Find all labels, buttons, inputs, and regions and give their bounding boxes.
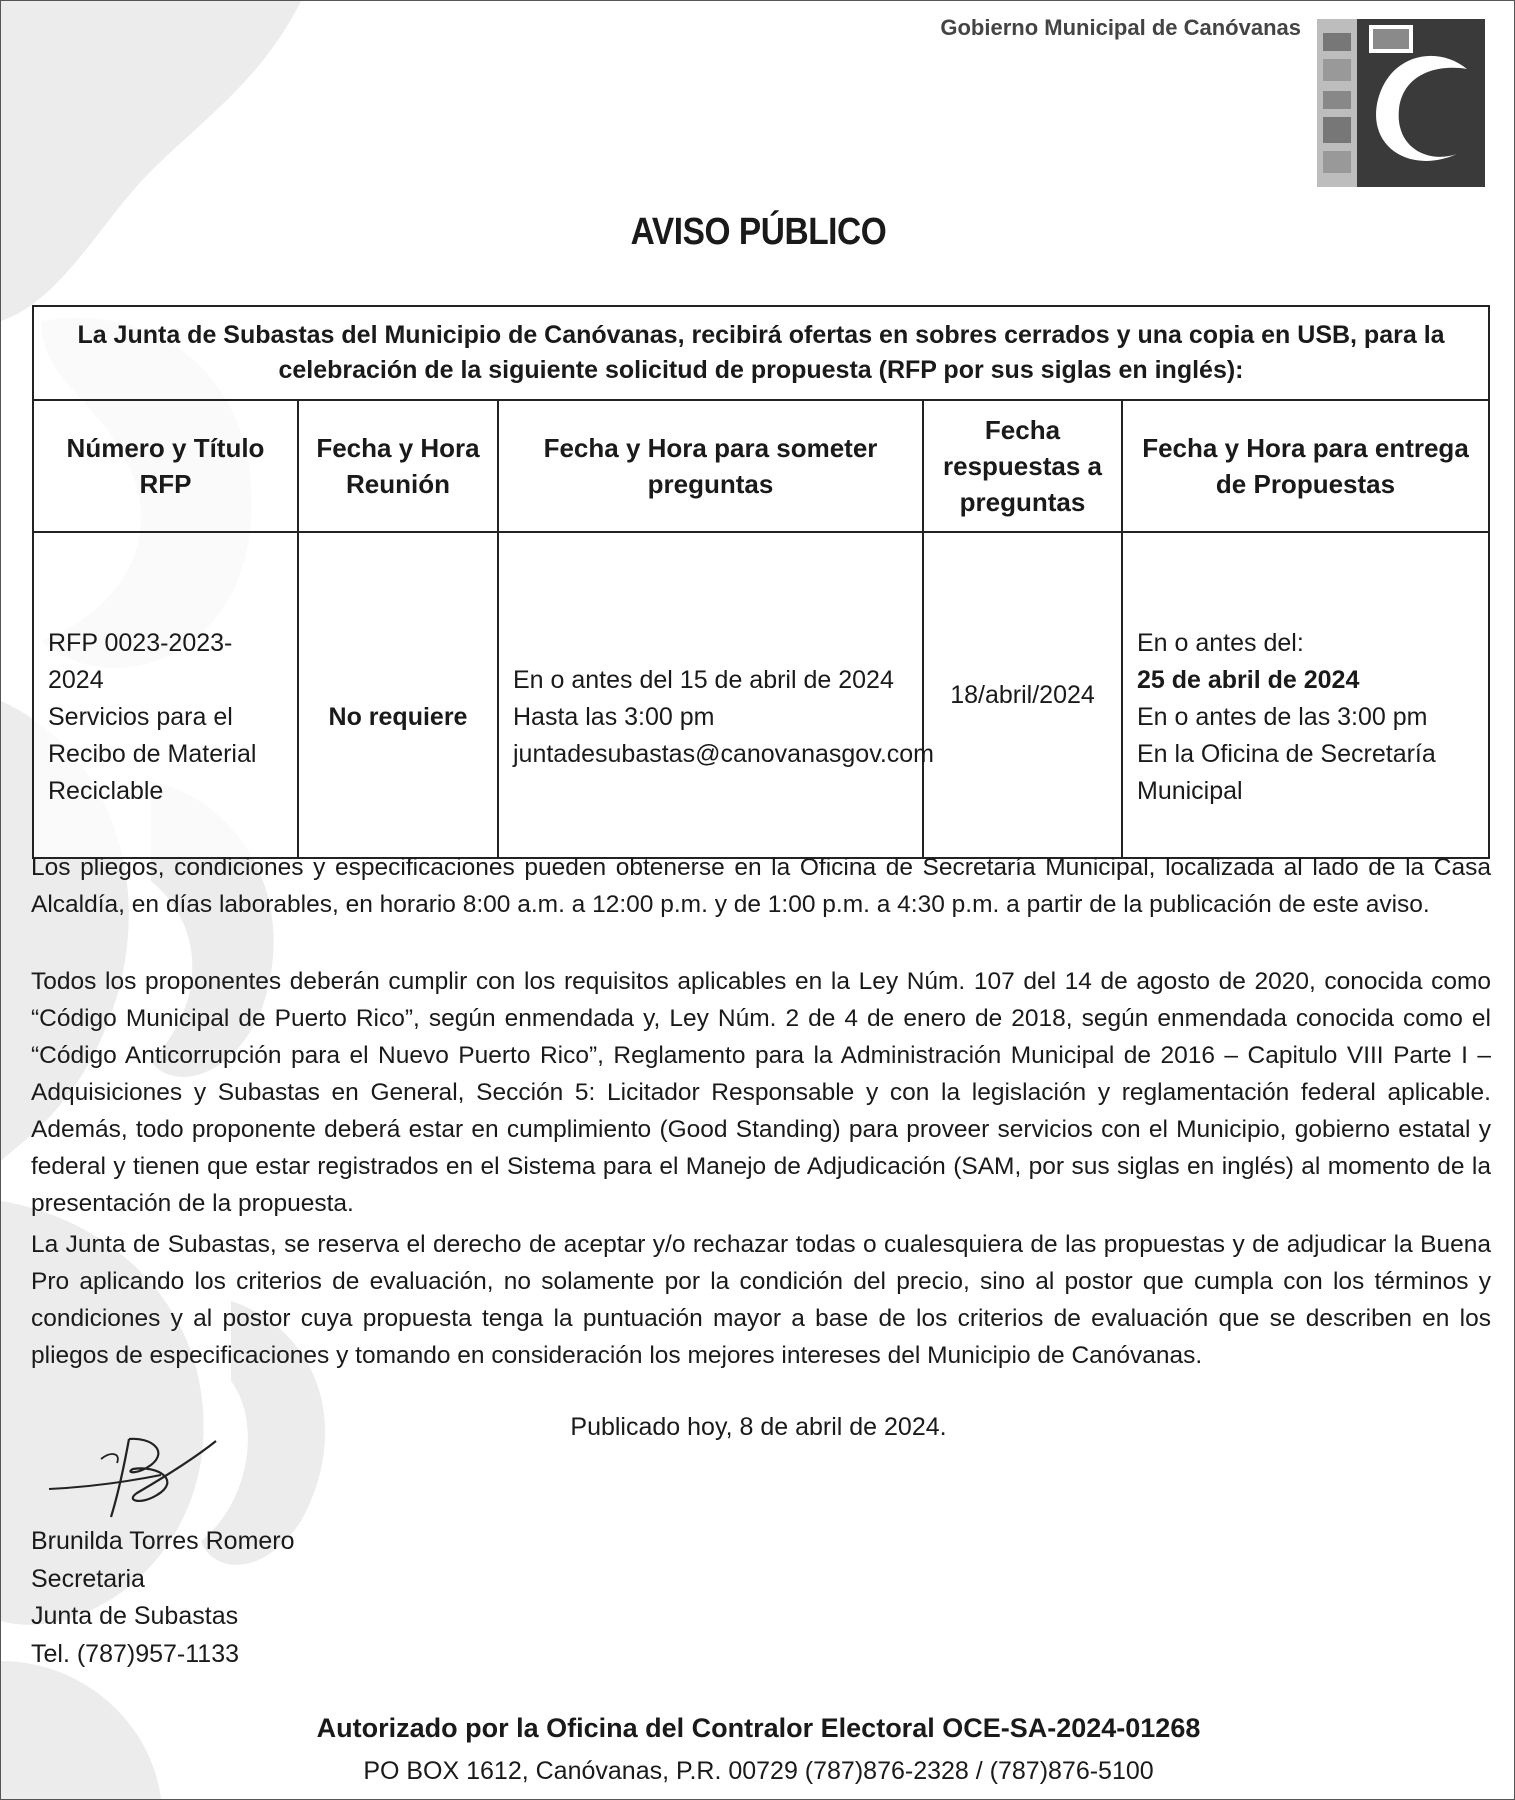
answers-date: 18/abril/2024 [950,680,1095,709]
meeting-value: No requiere [328,702,468,731]
rfp-title-line: Servicios para el [48,702,233,731]
rfp-title-line: Recibo de Material [48,739,257,768]
delivery-line: Municipal [1137,776,1243,805]
authorization-line: Autorizado por la Oficina del Contralor Electoral OCE-SA-2024-01268 [316,1713,1201,1743]
paragraph-requirements: Todos los proponentes deberán cumplir con los requisitos aplicables en la Ley Núm. 107 del 14 de agosto de 2020, conocida como “Código Municipal de Puerto Rico”, según enmendada y, Ley Núm. 2 de 4 de enero de 2018, según enmendada conocida como el “Código Anticorrupción para el Nuevo Puerto Rico”, Reglamento para la Administración Municipal de 2016 – Capitulo VIII Parte I – Adquisiciones y Subastas en General, Sección 5: Licitador Responsable y con la legislación y reglamentación federal aplicable. Además, todo proponente deberá estar en cumplimiento (Good Standing) para proveer servicios con el Municipio, gobierno estatal y federal y tienen que estar registrados en el Sistema para el Manejo de Adjudicación (SAM, por sus siglas en inglés) al momento de la presentación de la propuesta. [31,968,1491,1217]
delivery-line: En o antes del: [1137,628,1304,657]
agency-name: Gobierno Municipal de Canóvanas [940,15,1301,40]
answers-cell [923,532,1122,858]
signer-org: Junta de Subastas [31,1602,239,1630]
address-line: PO BOX 1612, Canóvanas, P.R. 00729 (787)876-2328 / (787)876-5100 [363,1757,1154,1785]
column-header-answers: Fecha respuestas a preguntas [923,400,1122,532]
rfp-intro-row [33,306,1489,400]
paragraph-reservation: La Junta de Subastas, se reserva el derecho de aceptar y/o rechazar todas o cualesquiera de las propuestas y de adjudicar la Buena Pro aplicando los criterios de evaluación, no solamente por la condición del precio, sino al postor que cumpla con los términos y condiciones y al postor cuya propuesta tenga la puntuación mayor a base de los criterios de evaluación que se describen en los pliegos de especificaciones y tomando en consideración los mejores intereses del Municipio de Canóvanas. [31,1231,1491,1369]
signer-block [31,1523,295,1673]
delivery-line: En la Oficina de Secretaría [1137,739,1436,768]
published-date: Publicado hoy, 8 de abril de 2024. [570,1413,947,1441]
table-row [33,532,1489,858]
handwritten-signature-icon [41,1431,221,1521]
canovanas-seal-logo-icon [1317,19,1485,187]
paragraph-documents: Los pliegos, condiciones y especificaciones pueden obtenerse en la Oficina de Secretaría Municipal, localizada al lado de la Casa Alcaldía, en días laborables, en horario 8:00 a.m. a 12:00 p.m. y de 1:00 p.m. a 4:30 p.m. a partir de la publicación de este aviso. [31,854,1491,918]
delivery-line: En o antes de las 3:00 pm [1137,702,1428,731]
meeting-cell [298,532,498,858]
rfp-number-title-cell [33,532,298,858]
delivery-cell [1122,532,1489,858]
rfp-header-row [33,400,1489,532]
signer-name: Brunilda Torres Romero [31,1527,295,1555]
signer-role: Secretaria [31,1564,145,1593]
delivery-date: 25 de abril de 2024 [1137,665,1360,694]
notice-content [1,1,1514,1799]
signer-phone: Tel. (787)957-1133 [31,1639,240,1668]
questions-time: Hasta las 3:00 pm [513,702,715,731]
rfp-number: RFP 0023-2023-2024 [48,628,233,694]
questions-cell [498,532,935,858]
column-header-rfp-number: Número y Título RFP [33,400,298,532]
column-header-delivery: Fecha y Hora para entrega de Propuestas [1122,400,1489,532]
rfp-intro-text: La Junta de Subastas del Municipio de Canóvanas, recibirá ofertas en sobres cerrados y una copia en USB, para la celebración de la siguiente solicitud de propuesta (RFP por sus siglas en inglés): [33,306,1489,400]
rfp-title-line: Reciclable [48,776,164,805]
notice-title: AVISO PÚBLICO [630,211,887,253]
column-header-questions: Fecha y Hora para someter preguntas [498,400,923,532]
questions-email-link[interactable]: juntadesubastas@canovanasgov.com [513,739,935,768]
questions-deadline: En o antes del 15 de abril de 2024 [513,665,894,694]
rfp-table [32,305,1490,859]
column-header-meeting: Fecha y Hora Reunión [298,400,498,532]
